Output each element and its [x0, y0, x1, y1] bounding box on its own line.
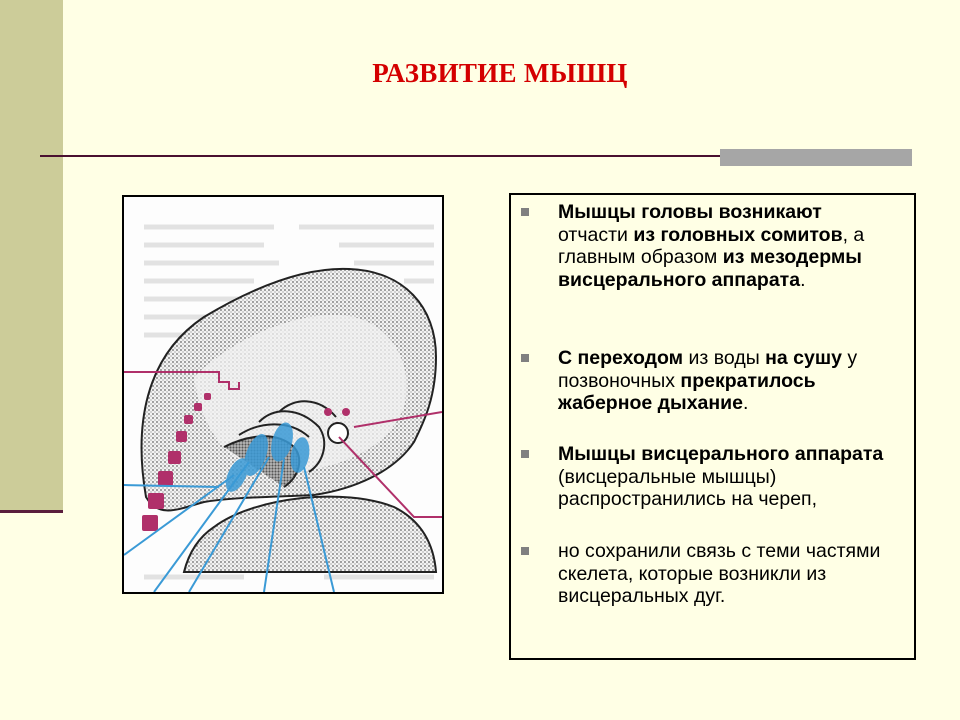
figure-frame — [122, 195, 444, 594]
bullet-phrase: . — [743, 392, 749, 414]
bullet-phrase: прекратилось жаберное дыхание — [558, 369, 816, 414]
bullet-item — [511, 443, 891, 511]
bullet-phrase: но сохранили связь с теми частями скелета, которые возникли из висцеральных дуг. — [558, 540, 881, 607]
bullet-item — [511, 201, 891, 291]
title-accent-bar — [720, 149, 912, 166]
bullet-phrase: (висцеральные мышцы) распространились на череп, — [558, 465, 818, 510]
bullet-text — [558, 347, 891, 415]
bullet-phrase: у позвоночных — [558, 347, 858, 392]
text-content-box — [509, 193, 916, 660]
bullet-phrase: . — [800, 268, 806, 291]
square-bullet-icon — [521, 450, 529, 458]
square-bullet-icon — [521, 208, 529, 216]
bullet-phrase: из головных сомитов — [633, 223, 843, 246]
bullet-text — [558, 443, 891, 511]
slide-title: РАЗВИТИЕ МЫШЦ — [372, 58, 628, 88]
bullet-text — [558, 540, 891, 608]
square-bullet-icon — [521, 354, 529, 362]
lower-bulge — [184, 497, 436, 572]
bullet-text — [558, 201, 891, 291]
bullet-phrase: из воды — [683, 347, 766, 369]
bullet-phrase: , а главным образом — [558, 223, 865, 268]
left-decor-line — [0, 510, 63, 513]
eye-vesicle — [328, 423, 348, 443]
bullet-item — [511, 540, 891, 608]
bullet-phrase: отчасти — [558, 223, 634, 246]
bullet-item — [511, 347, 891, 415]
bullet-phrase: С переходом — [558, 347, 684, 369]
embryo-head-muscles-diagram — [124, 197, 442, 592]
bullet-phrase: Мышцы головы возникают — [558, 201, 822, 223]
bullet-phrase: на сушу — [765, 347, 842, 369]
bullet-phrase: Мышцы висцерального аппарата — [558, 443, 884, 465]
bullet-phrase: из мезодермы висцерального аппарата — [558, 246, 862, 291]
square-bullet-icon — [521, 547, 529, 555]
